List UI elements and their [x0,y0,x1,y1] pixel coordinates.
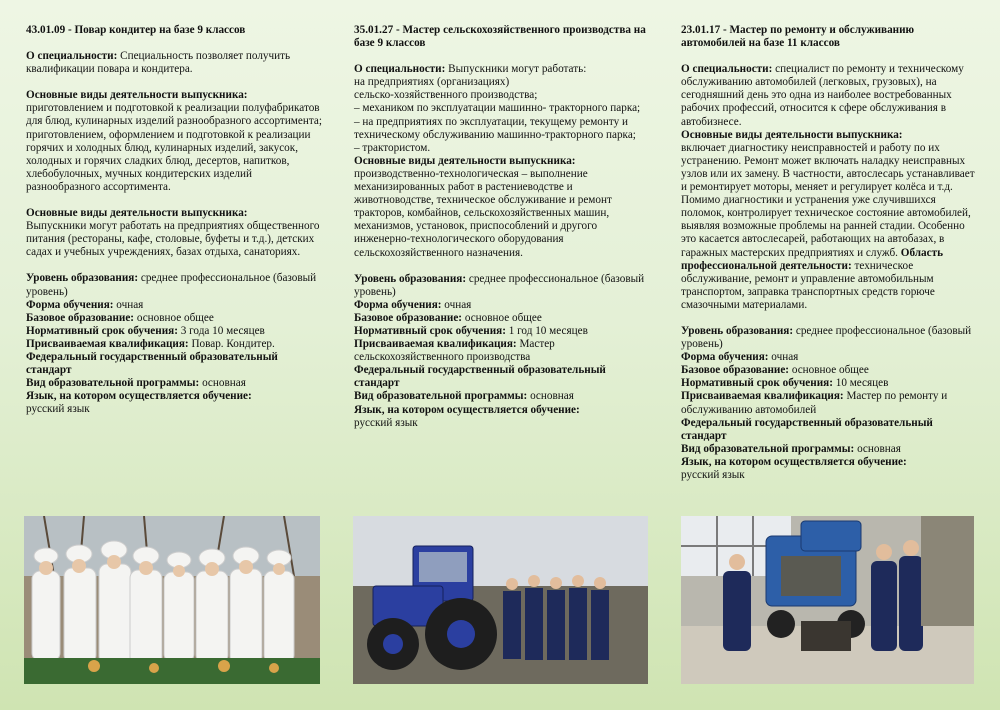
term-row [26,325,326,338]
form-row [354,299,650,312]
about-section [26,50,326,76]
column-cook [26,24,326,416]
about-label: О специальности: [354,63,446,76]
activity-label: Основные виды деятельности выпускника: [681,128,903,141]
base-value: основное общее [464,311,542,324]
area-label: Область профессиональной деятельности: [681,246,944,272]
activity2-text: Выпускники могут работать на предприятиях общественного питания (рестораны, кафе, столовые, буфеты и т.д.), детских садах и учебных учреждениях, базах отдыха, санаториях. [26,220,320,259]
form-label: Форма обучения: [354,298,442,311]
level-row [354,273,650,299]
level-label: Уровень образования: [354,272,467,285]
language-value: русский язык [354,416,418,429]
about-section [354,63,650,155]
form-label: Форма обучения: [681,351,769,364]
level-value: среднее профессиональное (базовый уровень) [26,272,317,298]
activity2-section [26,207,326,259]
level-row [26,272,326,298]
base-label: Базовое образование: [681,364,790,377]
program-row [354,390,650,403]
about-label: О специальности: [26,50,118,63]
about-line: – механиком по эксплуатации машинно- тракторного парка; [354,102,641,115]
photo-tractor-illustration [353,516,648,684]
language-label: Язык, на котором осуществляется обучение: [681,455,907,468]
area-text: техническое обслуживание, ремонт и управление автомобильным транспортом, заправка транспортных средств горюче смазочными материалами. [681,259,935,311]
program-row [26,377,326,390]
term-value: 3 года 10 месяцев [180,324,265,337]
about-line: Выпускники могут работать: [448,63,587,76]
qualification-value: Мастер сельскохозяйственного производства [354,338,555,364]
standard-label: Федеральный государственный образовательный стандарт [26,350,278,377]
form-value: очная [771,351,799,364]
activity-section [681,129,976,312]
base-value: основное общее [791,364,869,377]
program-row [681,443,976,456]
column-agriculture [354,24,650,430]
language-row [354,404,650,430]
column-title: 35.01.27 - Мастер сельскохозяйственного производства на базе 9 классов [354,24,646,50]
language-value: русский язык [681,469,745,481]
about-line: на предприятиях (организациях) [354,76,510,89]
photo-tractor [353,516,648,684]
photo-garage-illustration [681,516,974,684]
activity-text: включает диагностику неисправностей и работу по их устранению. Ремонт может включать наладку неисправных узлов или их замену. В частности, автослесарь устанавливает и ремонтирует моторы, меняет и регулирует колёса и т.д. Помимо диагностики и устранения уже случившихся поломок, контролирует техническое состояние автомобилей, выявляя возможные проблемы на ранней стадии. Особенно это касается автослесарей, работающих на автобазах, в гаражных мастерских предприятиях и служб. [681,141,975,259]
form-value: очная [444,298,472,311]
level-value: среднее профессиональное (базовый уровень) [681,324,972,351]
form-value: очная [116,298,144,311]
term-value: 10 месяцев [835,377,889,390]
photo-cooks-illustration [24,516,320,684]
about-section [681,63,976,128]
base-row [681,364,976,377]
language-label: Язык, на котором осуществляется обучение: [354,403,580,416]
base-row [354,312,650,325]
activity-section [26,89,326,194]
term-label: Нормативный срок обучения: [354,324,506,337]
column-title: 43.01.09 - Повар кондитер на базе 9 классов [26,24,246,36]
qualification-row [26,338,326,351]
about-line: – на предприятиях по эксплуатации, текущему ремонту и техническому обслуживанию машинно-тракторного парка; [354,115,636,141]
activity-text: производственно-технологическая – выполнение механизированных работ в растениеводстве и животноводстве, техническое обслуживание и ремонт тракторов, комбайнов, сельскохозяйственных машин, механизмов, установок, приспособлений и другого инженерно-технологического оборудования сельскохозяйственного назначения. [354,167,612,259]
level-row [681,325,976,351]
standard-label: Федеральный государственный образовательный стандарт [354,364,606,390]
qualification-value: Мастер по ремонту и обслуживанию автомобилей [681,390,948,416]
base-label: Базовое образование: [354,311,463,324]
activity-section [354,155,650,260]
about-text: Специальность позволяет получить квалификации повара и кондитера. [26,50,291,76]
form-row [26,299,326,312]
base-row [26,312,326,325]
about-text: специалист по ремонту и техническому обслуживанию автомобилей (легковых, грузовых), на сегодняшний день это одна из наиболее востребованных рабочих профессий, относится к сфере обслуживания в автобизнесе. [681,63,964,128]
base-value: основное общее [136,311,214,324]
language-label: Язык, на котором осуществляется обучение: [26,390,252,403]
language-value: русский язык [26,403,90,416]
standard-label: Федеральный государственный образовательный стандарт [681,416,933,442]
term-row [681,377,976,390]
program-value: основная [857,442,901,455]
activity-text: приготовлением и подготовкой к реализации полуфабрикатов для блюд, кулинарных изделий разнообразного ассортимента; приготовлением, оформлением и подготовкой к реализации горячих и холодных блюд, кулинарных изделий, закусок, холодных и горячих сладких блюд, десертов, напитков, хлебобулочных, мучных кондитерских изделий разнообразного ассортимента. [26,102,322,193]
term-label: Нормативный срок обучения: [26,324,178,337]
qualification-row [681,390,976,416]
program-label: Вид образовательной программы: [354,390,528,403]
activity-label: Основные виды деятельности выпускника: [354,154,576,167]
term-label: Нормативный срок обучения: [681,377,833,390]
level-label: Уровень образования: [681,324,794,337]
program-value: основная [530,390,574,403]
photo-cooks [24,516,320,684]
base-label: Базовое образование: [26,311,135,324]
activity-label: Основные виды деятельности выпускника: [26,89,248,102]
activity2-label: Основные виды деятельности выпускника: [26,207,248,220]
qualification-value: Повар. Кондитер. [191,337,275,350]
form-row [681,351,976,364]
program-label: Вид образовательной программы: [681,442,855,455]
about-line: сельско-хозяйственного производства; [354,89,538,102]
qualification-row [354,338,650,364]
level-label: Уровень образования: [26,272,139,285]
column-auto-repair [681,24,976,482]
language-row [26,390,326,416]
term-value: 1 год 10 месяцев [508,324,588,337]
qualification-label: Присваиваемая квалификация: [681,390,844,403]
photo-garage [681,516,974,684]
term-row [354,325,650,338]
about-label: О специальности: [681,63,773,76]
qualification-label: Присваиваемая квалификация: [26,337,189,350]
form-label: Форма обучения: [26,298,114,311]
level-value: среднее профессиональное (базовый уровень) [354,272,645,298]
about-line: – трактористом. [354,141,431,154]
program-value: основная [202,377,246,390]
qualification-label: Присваиваемая квалификация: [354,338,517,351]
language-row [681,456,976,482]
column-title: 23.01.17 - Мастер по ремонту и обслуживанию автомобилей на базе 11 классов [681,24,915,50]
program-label: Вид образовательной программы: [26,377,200,390]
